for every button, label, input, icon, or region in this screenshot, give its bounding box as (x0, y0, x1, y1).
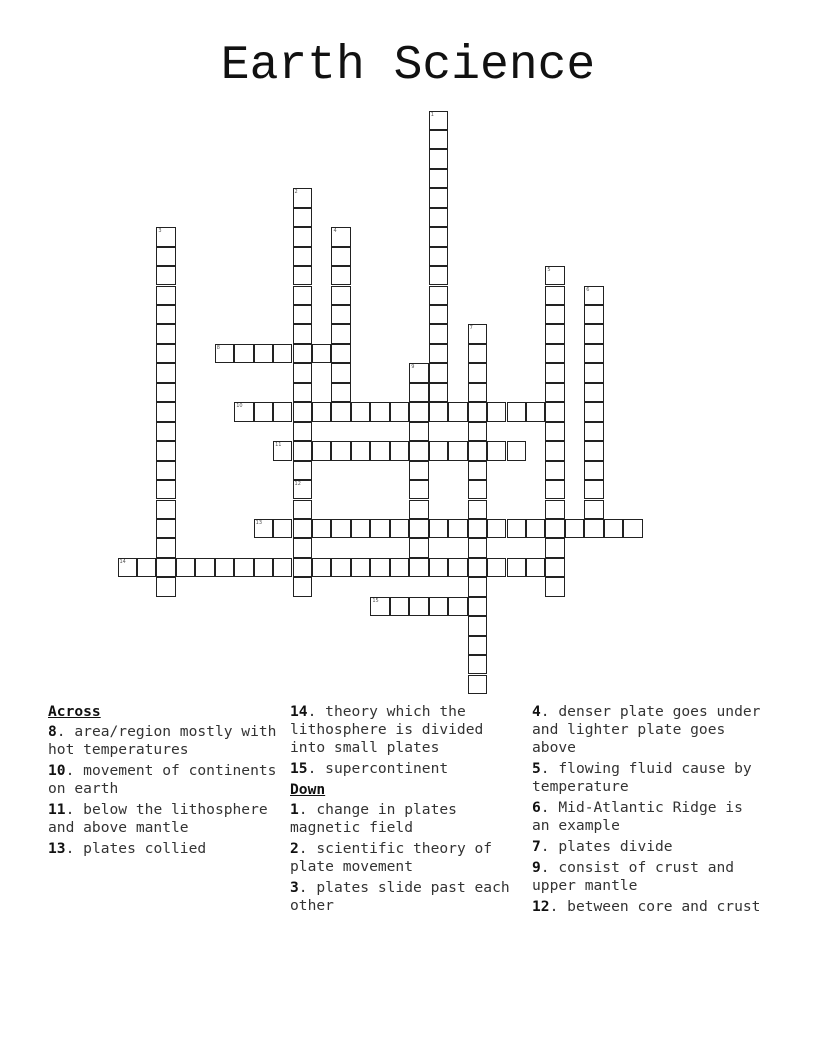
grid-cell[interactable] (468, 597, 487, 616)
grid-cell[interactable] (409, 480, 428, 499)
grid-cell[interactable] (370, 558, 389, 577)
grid-cell[interactable] (409, 363, 428, 382)
cell-number: 11 (275, 442, 282, 449)
grid-cell[interactable] (545, 441, 564, 460)
grid-cell[interactable] (429, 363, 448, 382)
grid-cell[interactable] (293, 558, 312, 577)
grid-cell[interactable] (156, 461, 175, 480)
clue-number: 14 (290, 703, 308, 720)
grid-cell[interactable] (545, 577, 564, 596)
grid-cell[interactable] (156, 247, 175, 266)
grid-cell[interactable] (331, 227, 350, 246)
grid-cell[interactable] (293, 188, 312, 207)
grid-cell[interactable] (429, 597, 448, 616)
clue-across-8: 8. area/region mostly with hot temperatures (48, 723, 277, 758)
grid-cell[interactable] (545, 286, 564, 305)
clue-text: denser plate goes under and lighter plate goes above (532, 703, 761, 756)
grid-cell[interactable] (156, 363, 175, 382)
clues-column-3 (532, 703, 768, 919)
grid-cell[interactable] (156, 266, 175, 285)
grid-cell[interactable] (429, 208, 448, 227)
clue-number: 2 (290, 840, 299, 857)
grid-cell[interactable] (468, 324, 487, 343)
grid-cell[interactable] (156, 441, 175, 460)
clue-number: 15 (290, 760, 308, 777)
grid-cell[interactable] (429, 188, 448, 207)
grid-cell[interactable] (448, 402, 467, 421)
grid-cell[interactable] (545, 402, 564, 421)
grid-cell[interactable] (429, 227, 448, 246)
grid-cell[interactable] (429, 266, 448, 285)
grid-cell[interactable] (293, 461, 312, 480)
grid-cell[interactable] (429, 402, 448, 421)
grid-cell[interactable] (390, 597, 409, 616)
grid-cell[interactable] (584, 286, 603, 305)
grid-cell[interactable] (545, 461, 564, 480)
grid-cell[interactable] (545, 344, 564, 363)
grid-cell[interactable] (234, 558, 253, 577)
clue-text: area/region mostly with hot temperatures (48, 723, 277, 758)
grid-cell[interactable] (156, 422, 175, 441)
grid-cell[interactable] (409, 519, 428, 538)
grid-cell[interactable] (507, 441, 526, 460)
clues-column-1 (48, 703, 282, 861)
grid-cell[interactable] (156, 305, 175, 324)
clue-text: plates divide (558, 838, 673, 855)
grid-cell[interactable] (468, 538, 487, 557)
grid-cell[interactable] (351, 402, 370, 421)
grid-cell[interactable] (507, 558, 526, 577)
clue-down-3: 3. plates slide past each other (290, 879, 510, 914)
grid-cell[interactable] (293, 208, 312, 227)
grid-cell[interactable] (293, 363, 312, 382)
cell-number: 8 (216, 344, 220, 351)
clue-text: between core and crust (567, 898, 761, 915)
grid-cell[interactable] (429, 441, 448, 460)
grid-cell[interactable] (468, 441, 487, 460)
clue-down-6: 6. Mid-Atlantic Ridge is an example (532, 799, 743, 834)
grid-cell[interactable] (293, 441, 312, 460)
grid-cell[interactable] (468, 519, 487, 538)
grid-cell[interactable] (545, 500, 564, 519)
grid-cell[interactable] (468, 577, 487, 596)
cell-number: 9 (411, 364, 415, 371)
grid-cell[interactable] (293, 266, 312, 285)
clue-text: scientific theory of plate movement (290, 840, 493, 875)
grid-cell[interactable] (312, 344, 331, 363)
grid-cell[interactable] (584, 480, 603, 499)
cell-number: 7 (469, 325, 473, 332)
clue-text: movement of continents on earth (48, 762, 277, 797)
clue-number: 12 (532, 898, 550, 915)
grid-cell[interactable] (468, 500, 487, 519)
grid-cell[interactable] (156, 577, 175, 596)
cell-number: 10 (236, 403, 243, 410)
grid-cell[interactable] (293, 227, 312, 246)
grid-cell[interactable] (409, 461, 428, 480)
grid-cell[interactable] (370, 441, 389, 460)
grid-cell[interactable] (429, 149, 448, 168)
grid-cell[interactable] (487, 558, 506, 577)
grid-cell[interactable] (215, 558, 234, 577)
grid-cell[interactable] (526, 519, 545, 538)
grid-cell[interactable] (234, 402, 253, 421)
grid-cell[interactable] (312, 519, 331, 538)
cell-number: 1 (430, 111, 434, 118)
clue-number: 13 (48, 840, 66, 857)
clue-text: plates slide past each other (290, 879, 510, 914)
grid-cell[interactable] (331, 305, 350, 324)
grid-cell[interactable] (409, 383, 428, 402)
grid-cell[interactable] (293, 500, 312, 519)
grid-cell[interactable] (584, 324, 603, 343)
grid-cell[interactable] (526, 402, 545, 421)
clue-number: 4 (532, 703, 541, 720)
clue-text: supercontinent (325, 760, 449, 777)
grid-cell[interactable] (156, 519, 175, 538)
grid-cell[interactable] (390, 558, 409, 577)
grid-cell[interactable] (584, 363, 603, 382)
grid-cell[interactable] (293, 577, 312, 596)
grid-cell[interactable] (293, 247, 312, 266)
grid-cell[interactable] (390, 402, 409, 421)
grid-cell[interactable] (331, 558, 350, 577)
grid-cell[interactable] (429, 344, 448, 363)
clue-down-7: 7. plates divide (532, 838, 673, 855)
grid-cell[interactable] (293, 538, 312, 557)
grid-cell[interactable] (468, 480, 487, 499)
clue-text: consist of crust and upper mantle (532, 859, 735, 894)
clue-across-13: 13. plates collied (48, 840, 207, 857)
cell-number: 14 (119, 558, 126, 565)
grid-cell[interactable] (584, 344, 603, 363)
grid-cell[interactable] (273, 519, 292, 538)
cell-number: 13 (255, 519, 263, 526)
clue-down-5: 5. flowing fluid cause by temperature (532, 760, 752, 795)
grid-cell[interactable] (195, 558, 214, 577)
grid-cell[interactable] (293, 480, 312, 499)
grid-cell[interactable] (468, 558, 487, 577)
grid-cell[interactable] (273, 558, 292, 577)
grid-cell[interactable] (409, 402, 428, 421)
grid-cell[interactable] (584, 500, 603, 519)
grid-cell[interactable] (545, 383, 564, 402)
grid-cell[interactable] (156, 402, 175, 421)
grid-cell[interactable] (293, 519, 312, 538)
grid-cell[interactable] (487, 402, 506, 421)
clue-number: 10 (48, 762, 66, 779)
grid-cell[interactable] (545, 422, 564, 441)
grid-cell[interactable] (584, 422, 603, 441)
grid-cell[interactable] (468, 344, 487, 363)
grid-cell[interactable] (293, 305, 312, 324)
grid-cell[interactable] (448, 441, 467, 460)
grid-cell[interactable] (156, 558, 175, 577)
clue-number: 8 (48, 723, 57, 740)
grid-cell[interactable] (156, 500, 175, 519)
grid-cell[interactable] (351, 519, 370, 538)
grid-cell[interactable] (526, 558, 545, 577)
grid-cell[interactable] (331, 266, 350, 285)
grid-cell[interactable] (429, 383, 448, 402)
grid-cell[interactable] (254, 402, 273, 421)
grid-cell[interactable] (351, 441, 370, 460)
grid-cell[interactable] (215, 344, 234, 363)
grid-cell[interactable] (468, 461, 487, 480)
grid-cell[interactable] (156, 286, 175, 305)
grid-cell[interactable] (331, 344, 350, 363)
clue-down-4: 4. denser plate goes under and lighter plate goes above (532, 703, 761, 756)
grid-cell[interactable] (448, 519, 467, 538)
grid-cell[interactable] (429, 519, 448, 538)
grid-cell[interactable] (545, 324, 564, 343)
grid-cell[interactable] (409, 538, 428, 557)
puzzle-title: Earth Science (220, 39, 596, 93)
grid-cell[interactable] (429, 247, 448, 266)
clue-text: theory which the lithosphere is divided into small plates (290, 703, 484, 756)
clue-across-15: 15. supercontinent (290, 760, 449, 777)
grid-cell[interactable] (584, 441, 603, 460)
grid-cell[interactable] (623, 519, 642, 538)
grid-cell[interactable] (156, 538, 175, 557)
grid-cell[interactable] (137, 558, 156, 577)
grid-cell[interactable] (331, 247, 350, 266)
cell-number: 15 (372, 597, 379, 604)
grid-cell[interactable] (293, 402, 312, 421)
grid-cell[interactable] (545, 519, 564, 538)
grid-cell[interactable] (390, 519, 409, 538)
clue-down-2: 2. scientific theory of plate movement (290, 840, 493, 875)
grid-cell[interactable] (545, 266, 564, 285)
grid-cell[interactable] (565, 519, 584, 538)
grid-cell[interactable] (370, 519, 389, 538)
grid-cell[interactable] (409, 441, 428, 460)
grid-cell[interactable] (331, 519, 350, 538)
clue-text: flowing fluid cause by temperature (532, 760, 752, 795)
clue-text: Mid-Atlantic Ridge is an example (532, 799, 743, 834)
grid-cell[interactable] (273, 344, 292, 363)
grid-cell[interactable] (331, 286, 350, 305)
clue-text: plates collied (83, 840, 207, 857)
grid-cell[interactable] (584, 305, 603, 324)
grid-cell[interactable] (584, 383, 603, 402)
cell-number: 6 (586, 286, 590, 293)
across-heading: Across (48, 703, 101, 720)
grid-cell[interactable] (390, 441, 409, 460)
clue-across-11: 11. below the lithosphere and above mantle (48, 801, 268, 836)
grid-cell[interactable] (468, 422, 487, 441)
clue-number: 9 (532, 859, 541, 876)
grid-cell[interactable] (273, 402, 292, 421)
clue-number: 7 (532, 838, 541, 855)
grid-cell[interactable] (409, 597, 428, 616)
grid-cell[interactable] (254, 558, 273, 577)
grid-cell[interactable] (429, 305, 448, 324)
clues-column-2 (290, 703, 522, 918)
grid-cell[interactable] (545, 538, 564, 557)
grid-cell[interactable] (293, 344, 312, 363)
grid-cell[interactable] (273, 441, 292, 460)
grid-cell[interactable] (331, 383, 350, 402)
grid-cell[interactable] (429, 169, 448, 188)
grid-cell[interactable] (370, 597, 389, 616)
grid-cell[interactable] (468, 383, 487, 402)
clue-text: change in plates magnetic field (290, 801, 457, 836)
grid-cell[interactable] (584, 519, 603, 538)
grid-cell[interactable] (312, 558, 331, 577)
grid-cell[interactable] (156, 227, 175, 246)
grid-cell[interactable] (331, 441, 350, 460)
clue-number: 3 (290, 879, 299, 896)
clue-number: 5 (532, 760, 541, 777)
grid-cell[interactable] (604, 519, 623, 538)
grid-cell[interactable] (370, 402, 389, 421)
grid-cell[interactable] (156, 344, 175, 363)
grid-cell[interactable] (118, 558, 137, 577)
clue-number: 6 (532, 799, 541, 816)
clue-across-10: 10. movement of continents on earth (48, 762, 277, 797)
grid-cell[interactable] (487, 519, 506, 538)
grid-cell[interactable] (409, 422, 428, 441)
grid-cell[interactable] (429, 324, 448, 343)
clue-down-12: 12. between core and crust (532, 898, 761, 915)
grid-cell[interactable] (468, 402, 487, 421)
clue-number: 1 (290, 801, 299, 818)
grid-cell[interactable] (156, 383, 175, 402)
grid-cell[interactable] (429, 111, 448, 130)
grid-cell[interactable] (545, 480, 564, 499)
grid-cell[interactable] (234, 344, 253, 363)
cell-number: 3 (158, 228, 162, 235)
grid-cell[interactable] (584, 402, 603, 421)
grid-cell[interactable] (312, 402, 331, 421)
grid-cell[interactable] (293, 324, 312, 343)
grid-cell[interactable] (584, 461, 603, 480)
grid-cell[interactable] (293, 383, 312, 402)
grid-cell[interactable] (468, 675, 487, 694)
grid-cell[interactable] (254, 519, 273, 538)
clue-down-1: 1. change in plates magnetic field (290, 801, 457, 836)
grid-cell[interactable] (409, 558, 428, 577)
cell-number: 12 (294, 481, 301, 488)
grid-cell[interactable] (429, 286, 448, 305)
grid-cell[interactable] (293, 422, 312, 441)
grid-cell[interactable] (351, 558, 370, 577)
cell-number: 2 (294, 189, 298, 196)
grid-cell[interactable] (468, 655, 487, 674)
clue-text: below the lithosphere and above mantle (48, 801, 268, 836)
grid-cell[interactable] (429, 558, 448, 577)
grid-cell[interactable] (293, 286, 312, 305)
grid-cell[interactable] (468, 363, 487, 382)
grid-cell[interactable] (448, 558, 467, 577)
grid-cell[interactable] (331, 402, 350, 421)
grid-cell[interactable] (487, 441, 506, 460)
grid-cell[interactable] (545, 363, 564, 382)
grid-cell[interactable] (312, 441, 331, 460)
grid-cell[interactable] (545, 305, 564, 324)
grid-cell[interactable] (545, 558, 564, 577)
grid-cell[interactable] (409, 500, 428, 519)
clue-number: 11 (48, 801, 66, 818)
grid-cell[interactable] (507, 402, 526, 421)
grid-cell[interactable] (156, 324, 175, 343)
clue-across-14: 14. theory which the lithosphere is divided into small plates (290, 703, 484, 756)
grid-cell[interactable] (331, 363, 350, 382)
grid-cell[interactable] (176, 558, 195, 577)
grid-cell[interactable] (429, 130, 448, 149)
grid-cell[interactable] (448, 597, 467, 616)
clue-down-9: 9. consist of crust and upper mantle (532, 859, 735, 894)
grid-cell[interactable] (331, 324, 350, 343)
grid-cell[interactable] (468, 616, 487, 635)
grid-cell[interactable] (156, 480, 175, 499)
grid-cell[interactable] (254, 344, 273, 363)
cell-number: 4 (333, 228, 337, 235)
down-heading: Down (290, 781, 326, 798)
grid-cell[interactable] (507, 519, 526, 538)
cell-number: 5 (547, 267, 551, 274)
grid-cell[interactable] (468, 636, 487, 655)
